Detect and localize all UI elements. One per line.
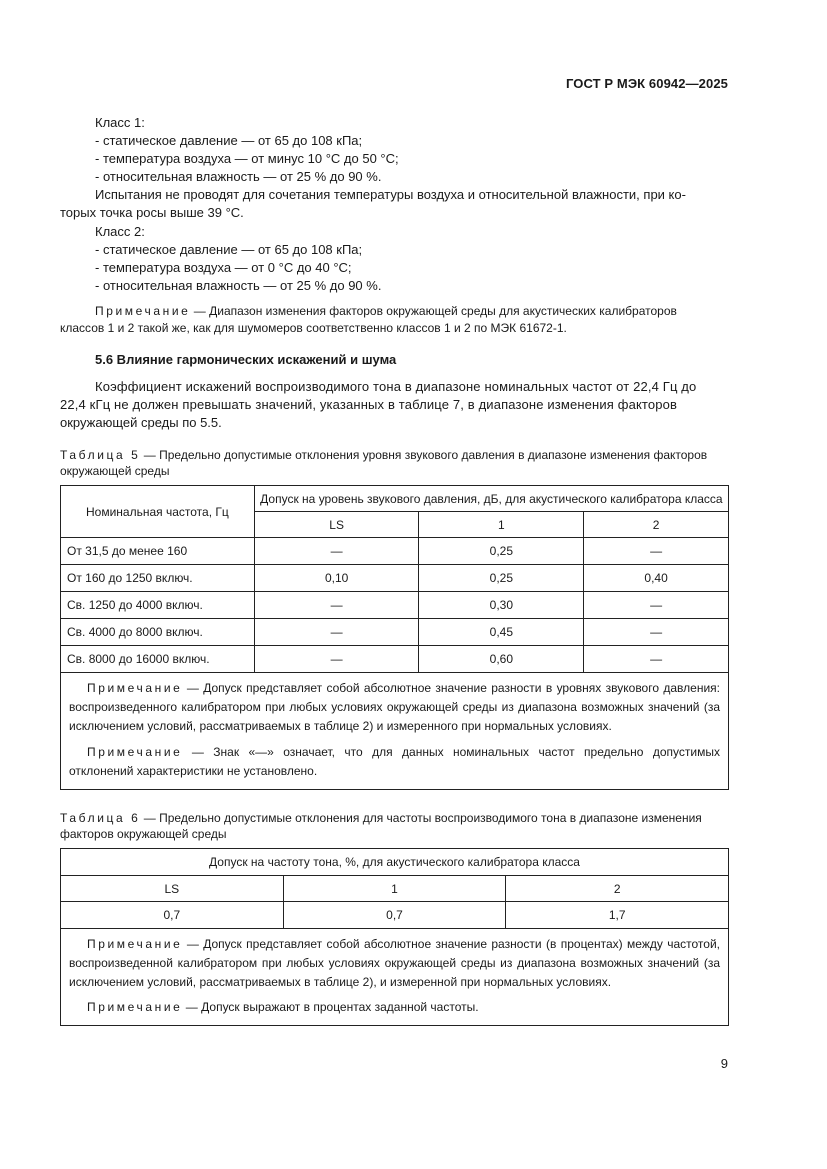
table6-subheader: LS [61, 876, 284, 902]
table-row [61, 565, 729, 592]
table-cell: Св. 4000 до 8000 включ. [61, 619, 255, 646]
table-row [61, 646, 729, 673]
page-number: 9 [720, 1056, 728, 1071]
table-cell: — [584, 619, 729, 646]
note-label: Примечание [87, 681, 183, 695]
table-cell: Св. 1250 до 4000 включ. [61, 592, 255, 619]
table-cell: От 160 до 1250 включ. [61, 565, 255, 592]
table5-note-2 [69, 743, 720, 781]
section-heading: 5.6 Влияние гармонических искажений и шума [95, 352, 397, 367]
document-id-header: ГОСТ Р МЭК 60942—2025 [565, 76, 728, 91]
section-paragraph-line: Коэффициент искажений воспроизводимого тона в диапазоне номинальных частот от 22,4 Гц до [95, 379, 697, 394]
class1-item: - относительная влажность — от 25 % до 90 %. [95, 169, 382, 184]
table-row [61, 538, 729, 565]
test-conditions-line: торых точка росы выше 39 °С. [60, 205, 244, 220]
note-label: Примечание [87, 937, 183, 951]
table-cell: 0,45 [419, 619, 584, 646]
table-cell: 0,7 [61, 902, 284, 929]
table5-subheader: LS [254, 512, 419, 538]
table5-subheader: 2 [584, 512, 729, 538]
class2-item: - относительная влажность — от 25 % до 90 %. [95, 278, 382, 293]
note-text: — Допуск выражают в процентах заданной частоты. [182, 1000, 479, 1014]
table5-subheader: 1 [419, 512, 584, 538]
class1-title: Класс 1: [95, 115, 145, 130]
table5-label: Таблица 5 [60, 448, 141, 462]
table-cell: — [584, 538, 729, 565]
table-row [61, 592, 729, 619]
table5-col-frequency: Номинальная частота, Гц [61, 486, 255, 538]
table6-note-2 [69, 998, 720, 1017]
class2-title: Класс 2: [95, 224, 145, 239]
section-paragraph-line: окружающей среды по 5.5. [60, 415, 222, 430]
table-row [61, 902, 729, 929]
note-label: Примечание [87, 745, 183, 759]
table6-caption-cont: факторов окружающей среды [60, 827, 227, 841]
note-text: — Допуск представляет собой абсолютное значение разности в уровнях звукового давления: воспроизведенного калибратором при любых условиях окружающей среды из диапазона возможных значений (за исключением условий, рассматриваемых в таблице 2) и измеренного при нормальных условиях. [69, 681, 720, 733]
class2-item: - статическое давление — от 65 до 108 кПа; [95, 242, 363, 257]
table6-note-1 [69, 935, 720, 992]
table6-notes [61, 929, 729, 1026]
table5 [60, 485, 729, 790]
table-cell: Св. 8000 до 16000 включ. [61, 646, 255, 673]
table-cell: — [254, 538, 419, 565]
class1-item: - статическое давление — от 65 до 108 кПа; [95, 133, 363, 148]
table6-subheader: 2 [506, 876, 729, 902]
table5-caption-text: — Предельно допустимые отклонения уровня звукового давления в диапазоне изменения факторов [140, 448, 708, 462]
table6-caption-text: — Предельно допустимые отклонения для частоты воспроизводимого тона в диапазоне изменения [140, 811, 702, 825]
test-conditions-line: Испытания не проводят для сочетания температуры воздуха и относительной влажности, при ко- [95, 187, 686, 202]
table-cell: — [584, 592, 729, 619]
table5-caption [60, 447, 728, 463]
environment-note-cont: классов 1 и 2 такой же, как для шумомеров соответственно классов 1 и 2 по МЭК 61672-1. [60, 321, 567, 335]
table-cell: 1,7 [506, 902, 729, 929]
table5-notes [61, 673, 729, 790]
table-cell: — [254, 592, 419, 619]
table5-col-group: Допуск на уровень звукового давления, дБ, для акустического калибратора класса [254, 486, 728, 512]
class2-item: - температура воздуха — от 0 °С до 40 °С; [95, 260, 352, 275]
table-cell: 0,10 [254, 565, 419, 592]
note-text: — Знак «—» означает, что для данных номинальных частот предельно допустимых отклонений характеристики не установлено. [69, 745, 720, 778]
table-cell: 0,30 [419, 592, 584, 619]
table-cell: 0,25 [419, 538, 584, 565]
table6-subheader: 1 [283, 876, 506, 902]
note-text: — Диапазон изменения факторов окружающей среды для акустических калибраторов [190, 304, 677, 318]
environment-note [60, 303, 728, 320]
note-label: Примечание [95, 304, 191, 318]
page-content [60, 114, 728, 1026]
table6-col-group: Допуск на частоту тона, %, для акустического калибратора класса [61, 849, 729, 876]
table-cell: — [584, 646, 729, 673]
table6-label: Таблица 6 [60, 811, 141, 825]
table-cell: 0,60 [419, 646, 584, 673]
table-cell: — [254, 646, 419, 673]
table5-note-1 [69, 679, 720, 736]
section-paragraph-line: 22,4 кГц не должен превышать значений, указанных в таблице 7, в диапазоне изменения факторов [60, 397, 678, 412]
table-cell: 0,25 [419, 565, 584, 592]
note-text: — Допуск представляет собой абсолютное значение разности (в процентах) между частотой, воспроизведенной калибратором при любых условиях окружающей среды из диапазона возможных значений (за исключением условий, рассматриваемых в таблице 2), и измеренной при нормальных условиях. [69, 937, 720, 989]
note-label: Примечание [87, 1000, 183, 1014]
table-cell: 0,7 [283, 902, 506, 929]
table6-caption [60, 810, 728, 826]
class1-item: - температура воздуха — от минус 10 °С до 50 °С; [95, 151, 399, 166]
table-cell: — [254, 619, 419, 646]
table-cell: От 31,5 до менее 160 [61, 538, 255, 565]
table-cell: 0,40 [584, 565, 729, 592]
table-row [61, 619, 729, 646]
table5-caption-cont: окружающей среды [60, 464, 170, 478]
table6 [60, 848, 729, 1026]
